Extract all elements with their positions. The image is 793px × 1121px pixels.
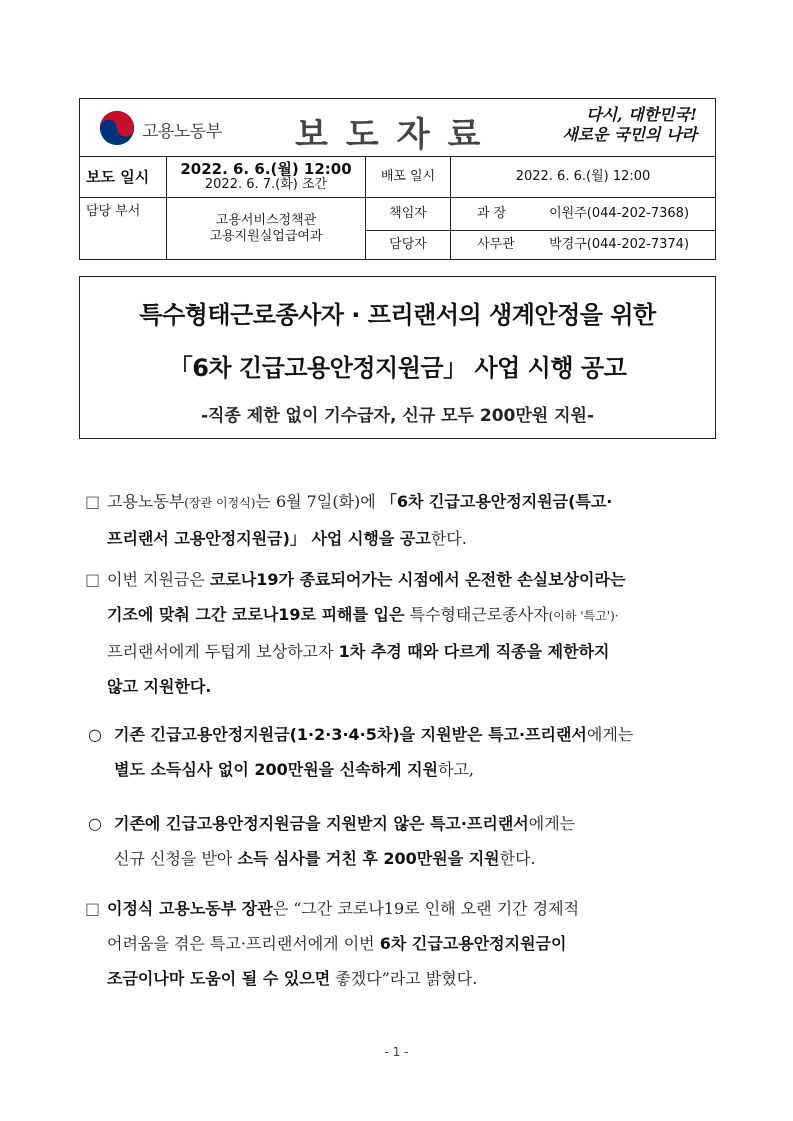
department-label: 담당 부서 xyxy=(80,198,167,260)
staff-role: 사무관 xyxy=(476,237,515,252)
manager-label: 책임자 xyxy=(366,198,451,231)
table-row xyxy=(80,157,716,198)
paragraph-3: □ 이정식 고용노동부 장관은 “그간 코로나19로 인해 오랜 기간 경제적 어려움을 겪은 특고·프리랜서에게 이번 6차 긴급고용안정지원금이 조금이나마 도움이 될 수 있으면 좋겠다”라고 밝혔다. xyxy=(85,891,720,996)
distribution-date-label: 배포 일시 xyxy=(366,157,451,198)
release-date-label: 보도 일시 xyxy=(80,157,167,198)
ministry-name: 고용노동부 xyxy=(142,122,222,142)
department-line-1: 고용서비스정책관 xyxy=(215,212,317,228)
headline-subtitle: -직종 제한 없이 기수급자, 신규 모두 200만원 지원- xyxy=(200,406,595,426)
sub-bullet-1: ○ 기존 긴급고용안정지원금(1·2·3·4·5차)을 지원받은 특고·프리랜서에게는 별도 소득심사 없이 200만원을 신속하게 지원하고, xyxy=(88,717,720,787)
release-morning-edition: 2022. 6. 7.(화) 조간 xyxy=(204,177,328,192)
manager-contact: 이원주(044-202-7368) xyxy=(549,206,690,221)
press-release-header xyxy=(79,98,716,156)
page-number: - 1 - xyxy=(384,1045,409,1059)
department-line-2: 고용지원실업급여과 xyxy=(209,228,323,244)
square-bullet-icon: □ xyxy=(85,492,101,511)
staff-cell xyxy=(451,231,716,260)
government-emblem-icon xyxy=(98,109,136,147)
staff-contact: 박경구(044-202-7374) xyxy=(549,237,690,252)
circle-bullet-icon: ○ xyxy=(88,814,102,833)
paragraph-2: □ 이번 지원금은 코로나19가 종료되어가는 시점에서 온전한 손실보상이라는 기조에 맞춰 그간 코로나19로 피해를 입은 특수형태근로종사자(이하 '특고')· 프리랜서에게 두텁게 보상하고자 1차 추경 때와 다르게 직종을 제한하지 않고 지원한다. xyxy=(85,562,720,704)
manager-cell xyxy=(451,198,716,231)
headline-box xyxy=(79,276,716,439)
release-date-cell xyxy=(167,157,366,198)
release-info-table xyxy=(79,156,716,260)
sub-bullet-2: ○ 기존에 긴급고용안정지원금을 지원받지 않은 특고·프리랜서에게는 신규 신청을 받아 소득 심사를 거친 후 200만원을 지원한다. xyxy=(88,806,720,876)
manager-role: 과 장 xyxy=(476,206,507,221)
staff-label: 담당자 xyxy=(366,231,451,260)
slogan xyxy=(562,105,697,145)
paragraph-1: □ 고용노동부(장관 이정식)는 6월 7일(화)에 「6차 긴급고용안정지원금(특고· 프리랜서 고용안정지원금)」 사업 시행을 공고한다. xyxy=(85,484,720,556)
square-bullet-icon: □ xyxy=(85,899,101,918)
table-row xyxy=(80,198,716,231)
slogan-line-1: 다시, 대한민국! xyxy=(586,105,697,124)
distribution-date: 2022. 6. 6.(월) 12:00 xyxy=(451,157,716,198)
slogan-line-2: 새로운 국민의 나라 xyxy=(562,125,697,144)
circle-bullet-icon: ○ xyxy=(88,725,102,744)
headline-line-1: 특수형태근로종사자 · 프리랜서의 생계안정을 위한 xyxy=(139,301,656,329)
square-bullet-icon: □ xyxy=(85,570,101,589)
department-cell xyxy=(167,198,366,260)
headline-line-2: 「6차 긴급고용안정지원금」 사업 시행 공고 xyxy=(168,354,627,382)
release-date: 2022. 6. 6.(월) 12:00 xyxy=(180,160,352,178)
page-title: 보도자료 xyxy=(295,115,499,155)
